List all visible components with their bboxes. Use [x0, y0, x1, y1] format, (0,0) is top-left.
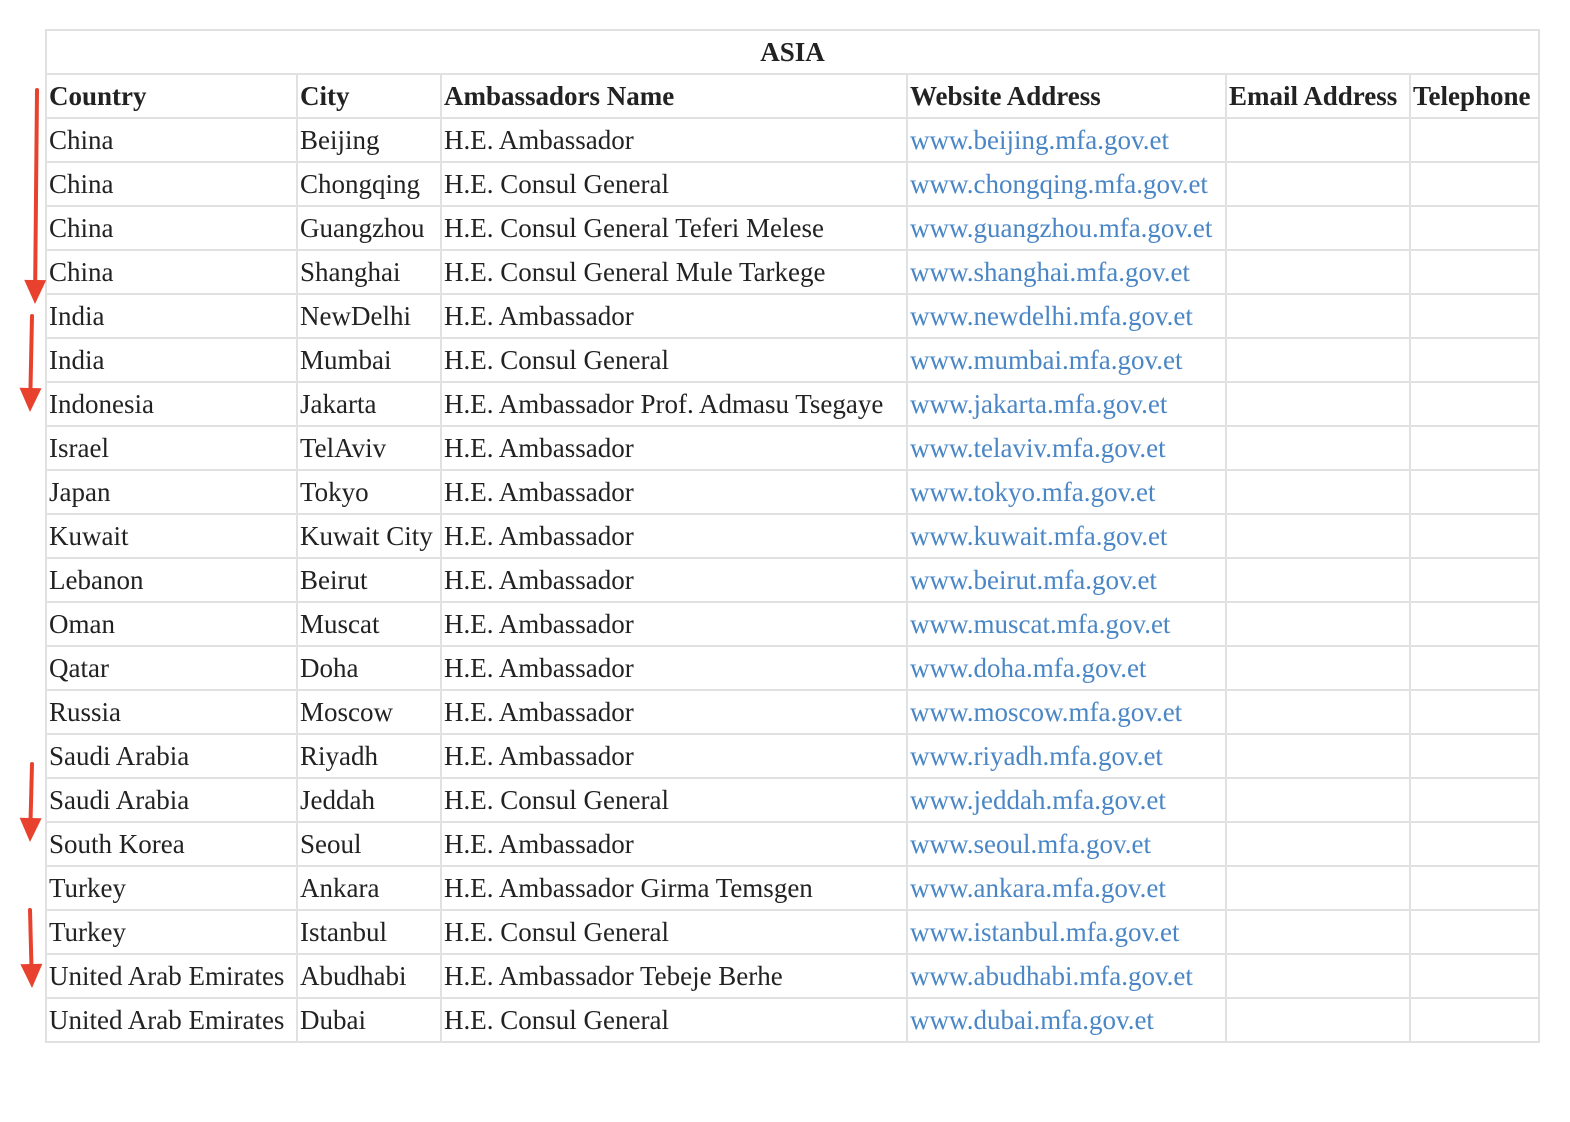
- cell-website: [907, 206, 1226, 250]
- cell-email: [1226, 426, 1410, 470]
- cell-website: [907, 822, 1226, 866]
- cell-city: Istanbul: [297, 910, 441, 954]
- cell-country: United Arab Emirates: [46, 954, 297, 998]
- table-row: [46, 646, 1539, 690]
- cell-city: Jakarta: [297, 382, 441, 426]
- cell-telephone: [1410, 954, 1539, 998]
- cell-country: Oman: [46, 602, 297, 646]
- cell-city: Doha: [297, 646, 441, 690]
- table-row: [46, 822, 1539, 866]
- cell-email: [1226, 822, 1410, 866]
- table-row: [46, 162, 1539, 206]
- website-link[interactable]: www.dubai.mfa.gov.et: [910, 1004, 1154, 1035]
- cell-email: [1226, 734, 1410, 778]
- website-link[interactable]: www.telaviv.mfa.gov.et: [910, 432, 1166, 463]
- cell-country: Japan: [46, 470, 297, 514]
- cell-ambassador-name: H.E. Ambassador: [441, 558, 907, 602]
- cell-ambassador-name: H.E. Consul General: [441, 338, 907, 382]
- cell-ambassador-name: H.E. Ambassador: [441, 602, 907, 646]
- cell-website: [907, 778, 1226, 822]
- website-link[interactable]: www.jeddah.mfa.gov.et: [910, 784, 1166, 815]
- table-row: [46, 778, 1539, 822]
- website-link[interactable]: www.muscat.mfa.gov.et: [910, 608, 1171, 639]
- cell-telephone: [1410, 338, 1539, 382]
- website-link[interactable]: www.mumbai.mfa.gov.et: [910, 344, 1183, 375]
- cell-city: Kuwait City: [297, 514, 441, 558]
- cell-telephone: [1410, 558, 1539, 602]
- arrow-down-icon: [20, 764, 42, 842]
- website-link[interactable]: www.tokyo.mfa.gov.et: [910, 476, 1156, 507]
- cell-telephone: [1410, 690, 1539, 734]
- website-link[interactable]: www.newdelhi.mfa.gov.et: [910, 300, 1193, 331]
- cell-website: [907, 382, 1226, 426]
- table-row: [46, 602, 1539, 646]
- website-link[interactable]: www.moscow.mfa.gov.et: [910, 696, 1183, 727]
- table-row: [46, 910, 1539, 954]
- cell-city: Shanghai: [297, 250, 441, 294]
- table-row: [46, 558, 1539, 602]
- cell-city: Mumbai: [297, 338, 441, 382]
- cell-website: [907, 690, 1226, 734]
- cell-website: [907, 646, 1226, 690]
- cell-ambassador-name: H.E. Ambassador: [441, 690, 907, 734]
- cell-telephone: [1410, 602, 1539, 646]
- cell-telephone: [1410, 998, 1539, 1042]
- cell-website: [907, 338, 1226, 382]
- cell-country: China: [46, 250, 297, 294]
- arrow-down-icon: [20, 910, 42, 988]
- cell-telephone: [1410, 514, 1539, 558]
- table-row: [46, 118, 1539, 162]
- cell-city: Dubai: [297, 998, 441, 1042]
- cell-telephone: [1410, 382, 1539, 426]
- cell-ambassador-name: H.E. Ambassador: [441, 294, 907, 338]
- cell-ambassador-name: H.E. Ambassador: [441, 118, 907, 162]
- website-link[interactable]: www.jakarta.mfa.gov.et: [910, 388, 1168, 419]
- cell-website: [907, 294, 1226, 338]
- website-link[interactable]: www.doha.mfa.gov.et: [910, 652, 1147, 683]
- cell-country: Saudi Arabia: [46, 778, 297, 822]
- cell-email: [1226, 470, 1410, 514]
- cell-country: South Korea: [46, 822, 297, 866]
- cell-website: [907, 558, 1226, 602]
- cell-telephone: [1410, 426, 1539, 470]
- cell-city: Beijing: [297, 118, 441, 162]
- table-row: [46, 734, 1539, 778]
- cell-website: [907, 250, 1226, 294]
- cell-country: Indonesia: [46, 382, 297, 426]
- cell-city: Ankara: [297, 866, 441, 910]
- cell-email: [1226, 206, 1410, 250]
- website-link[interactable]: www.kuwait.mfa.gov.et: [910, 520, 1168, 551]
- cell-ambassador-name: H.E. Ambassador Prof. Admasu Tsegaye: [441, 382, 907, 426]
- table-row: [46, 426, 1539, 470]
- cell-email: [1226, 690, 1410, 734]
- cell-email: [1226, 558, 1410, 602]
- table-title-row: [46, 30, 1539, 74]
- cell-email: [1226, 602, 1410, 646]
- cell-email: [1226, 866, 1410, 910]
- cell-website: [907, 910, 1226, 954]
- cell-email: [1226, 778, 1410, 822]
- cell-city: Abudhabi: [297, 954, 441, 998]
- cell-city: Tokyo: [297, 470, 441, 514]
- cell-ambassador-name: H.E. Consul General: [441, 910, 907, 954]
- cell-country: United Arab Emirates: [46, 998, 297, 1042]
- cell-telephone: [1410, 250, 1539, 294]
- table-body: [46, 118, 1539, 1042]
- cell-telephone: [1410, 646, 1539, 690]
- header-country: Country: [46, 74, 297, 118]
- cell-email: [1226, 118, 1410, 162]
- cell-email: [1226, 294, 1410, 338]
- cell-country: China: [46, 118, 297, 162]
- cell-country: India: [46, 294, 297, 338]
- cell-website: [907, 470, 1226, 514]
- cell-email: [1226, 338, 1410, 382]
- website-link[interactable]: www.chongqing.mfa.gov.et: [910, 168, 1208, 199]
- website-link[interactable]: www.beirut.mfa.gov.et: [910, 564, 1157, 595]
- cell-country: Kuwait: [46, 514, 297, 558]
- cell-city: Moscow: [297, 690, 441, 734]
- cell-telephone: [1410, 910, 1539, 954]
- cell-telephone: [1410, 470, 1539, 514]
- website-link[interactable]: www.shanghai.mfa.gov.et: [910, 256, 1190, 287]
- cell-city: Guangzhou: [297, 206, 441, 250]
- table-row: [46, 470, 1539, 514]
- cell-ambassador-name: H.E. Ambassador: [441, 646, 907, 690]
- cell-country: Qatar: [46, 646, 297, 690]
- website-link[interactable]: www.abudhabi.mfa.gov.et: [910, 960, 1193, 991]
- cell-city: Seoul: [297, 822, 441, 866]
- cell-website: [907, 734, 1226, 778]
- table-row: [46, 514, 1539, 558]
- cell-ambassador-name: H.E. Consul General: [441, 778, 907, 822]
- cell-country: China: [46, 206, 297, 250]
- cell-email: [1226, 910, 1410, 954]
- cell-city: TelAviv: [297, 426, 441, 470]
- cell-website: [907, 866, 1226, 910]
- cell-city: Chongqing: [297, 162, 441, 206]
- table-row: [46, 338, 1539, 382]
- cell-ambassador-name: H.E. Ambassador: [441, 470, 907, 514]
- table-row: [46, 954, 1539, 998]
- table-row: [46, 382, 1539, 426]
- cell-country: Turkey: [46, 866, 297, 910]
- cell-website: [907, 954, 1226, 998]
- cell-country: Lebanon: [46, 558, 297, 602]
- cell-email: [1226, 954, 1410, 998]
- cell-telephone: [1410, 206, 1539, 250]
- cell-city: Jeddah: [297, 778, 441, 822]
- cell-ambassador-name: H.E. Consul General: [441, 998, 907, 1042]
- embassy-table: [45, 29, 1540, 1043]
- cell-city: Riyadh: [297, 734, 441, 778]
- table-title: ASIA: [46, 30, 1539, 74]
- cell-ambassador-name: H.E. Ambassador Girma Temsgen: [441, 866, 907, 910]
- cell-website: [907, 998, 1226, 1042]
- cell-country: India: [46, 338, 297, 382]
- cell-telephone: [1410, 822, 1539, 866]
- header-city: City: [297, 74, 441, 118]
- website-link[interactable]: www.guangzhou.mfa.gov.et: [910, 212, 1213, 243]
- website-link[interactable]: www.riyadh.mfa.gov.et: [910, 740, 1163, 771]
- cell-email: [1226, 162, 1410, 206]
- table-row: [46, 866, 1539, 910]
- cell-ambassador-name: H.E. Ambassador: [441, 822, 907, 866]
- cell-city: Beirut: [297, 558, 441, 602]
- cell-city: Muscat: [297, 602, 441, 646]
- cell-email: [1226, 514, 1410, 558]
- cell-email: [1226, 646, 1410, 690]
- table-row: [46, 690, 1539, 734]
- table-row: [46, 998, 1539, 1042]
- cell-ambassador-name: H.E. Consul General: [441, 162, 907, 206]
- arrow-down-icon: [24, 90, 46, 304]
- header-ambassador-name: Ambassadors Name: [441, 74, 907, 118]
- header-telephone: Telephone: [1410, 74, 1539, 118]
- cell-country: Saudi Arabia: [46, 734, 297, 778]
- cell-telephone: [1410, 118, 1539, 162]
- header-website: Website Address: [907, 74, 1226, 118]
- cell-website: [907, 162, 1226, 206]
- table-row: [46, 206, 1539, 250]
- cell-telephone: [1410, 294, 1539, 338]
- cell-country: Israel: [46, 426, 297, 470]
- cell-website: [907, 514, 1226, 558]
- table-row: [46, 250, 1539, 294]
- cell-email: [1226, 250, 1410, 294]
- cell-country: Turkey: [46, 910, 297, 954]
- cell-ambassador-name: H.E. Ambassador: [441, 514, 907, 558]
- cell-website: [907, 426, 1226, 470]
- arrow-down-icon: [20, 316, 42, 412]
- website-link[interactable]: www.ankara.mfa.gov.et: [910, 872, 1166, 903]
- cell-email: [1226, 998, 1410, 1042]
- cell-telephone: [1410, 866, 1539, 910]
- cell-ambassador-name: H.E. Ambassador: [441, 426, 907, 470]
- cell-country: Russia: [46, 690, 297, 734]
- cell-city: NewDelhi: [297, 294, 441, 338]
- cell-country: China: [46, 162, 297, 206]
- cell-ambassador-name: H.E. Ambassador Tebeje Berhe: [441, 954, 907, 998]
- cell-ambassador-name: H.E. Ambassador: [441, 734, 907, 778]
- cell-telephone: [1410, 734, 1539, 778]
- website-link[interactable]: www.seoul.mfa.gov.et: [910, 828, 1151, 859]
- embassy-table-container: [45, 29, 1538, 1043]
- website-link[interactable]: www.beijing.mfa.gov.et: [910, 124, 1169, 155]
- cell-ambassador-name: H.E. Consul General Teferi Melese: [441, 206, 907, 250]
- cell-website: [907, 118, 1226, 162]
- website-link[interactable]: www.istanbul.mfa.gov.et: [910, 916, 1180, 947]
- header-email: Email Address: [1226, 74, 1410, 118]
- cell-telephone: [1410, 778, 1539, 822]
- table-header-row: [46, 74, 1539, 118]
- cell-ambassador-name: H.E. Consul General Mule Tarkege: [441, 250, 907, 294]
- cell-website: [907, 602, 1226, 646]
- cell-email: [1226, 382, 1410, 426]
- cell-telephone: [1410, 162, 1539, 206]
- table-row: [46, 294, 1539, 338]
